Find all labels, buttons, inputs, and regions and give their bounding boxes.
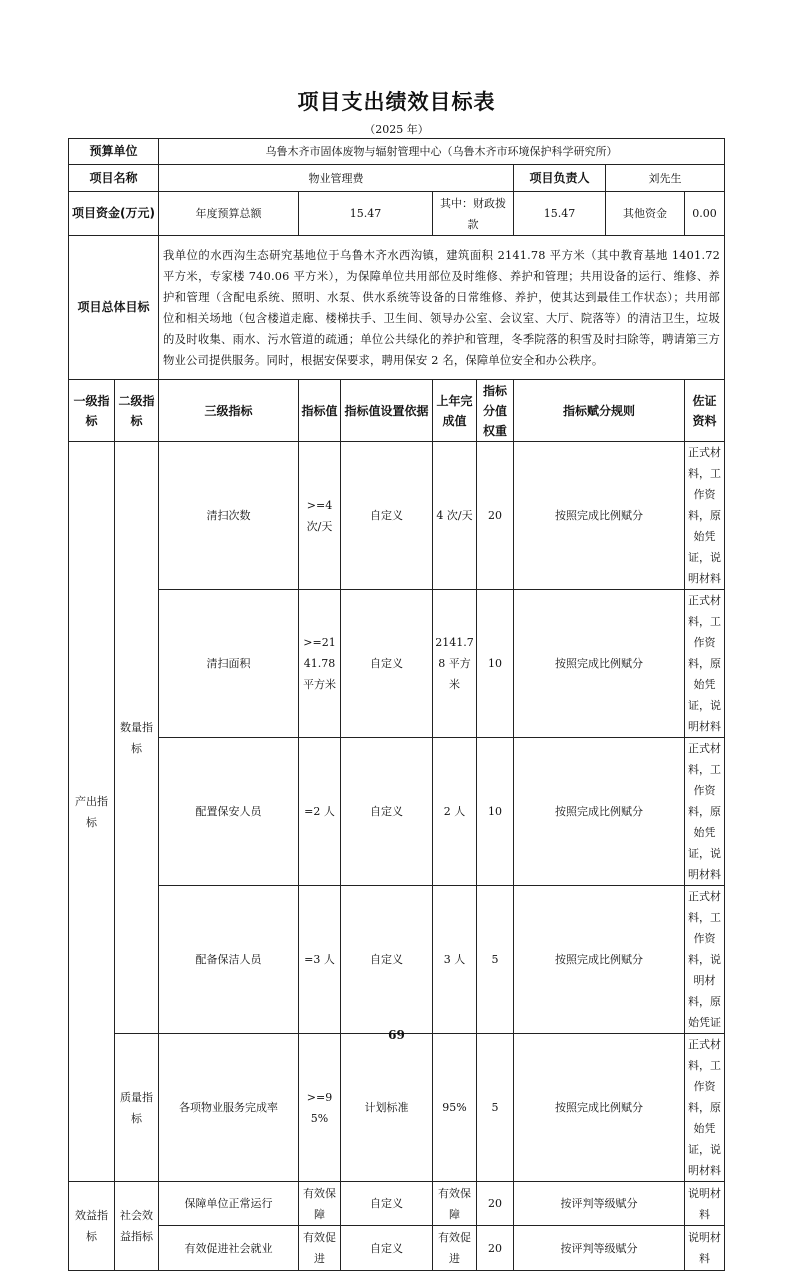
budget-unit-value: 乌鲁木齐市固体废物与辐射管理中心（乌鲁木齐市环境保护科学研究所） [159,139,725,165]
indicator-rule: 按照完成比例赋分 [514,738,685,886]
indicator-last: 95% [433,1034,477,1182]
indicator-name: 保障单位正常运行 [159,1182,299,1226]
indicator-evidence: 正式材料，工作资料，原始凭证，说明材料 [685,590,725,738]
group-quality: 质量指标 [115,1034,159,1182]
indicator-last: 3 人 [433,886,477,1034]
indicator-weight: 20 [477,1182,514,1226]
table-row [69,886,725,1034]
indicator-evidence: 说明材料 [685,1226,725,1271]
indicator-evidence: 正式材料，工作资料，原始凭证，说明材料 [685,738,725,886]
table-row [69,738,725,886]
indicator-weight: 10 [477,738,514,886]
budget-unit-label: 预算单位 [69,139,159,165]
indicator-last: 有效保障 [433,1182,477,1226]
page-number: 69 [388,1028,405,1042]
header-level2: 二级指标 [115,380,159,442]
indicator-basis: 自定义 [341,442,433,590]
indicator-name: 清扫次数 [159,442,299,590]
indicator-basis: 自定义 [341,1226,433,1271]
group-social: 社会效益指标 [115,1182,159,1271]
indicator-rule: 按评判等级赋分 [514,1226,685,1271]
indicator-header-row [69,380,725,442]
other-funds-label: 其他资金 [606,192,685,236]
indicator-basis: 自定义 [341,590,433,738]
header-rule: 指标赋分规则 [514,380,685,442]
manager-value: 刘先生 [606,165,725,192]
table-row [69,1226,725,1271]
group-benefit: 效益指标 [69,1182,115,1271]
header-level3: 三级指标 [159,380,299,442]
indicator-last: 2141.78 平方米 [433,590,477,738]
indicator-value: 有效促进 [299,1226,341,1271]
budget-unit-row [69,139,725,165]
table-row [69,442,725,590]
indicator-basis: 自定义 [341,738,433,886]
header-evidence: 佐证资料 [685,380,725,442]
annual-total-label: 年度预算总额 [159,192,299,236]
fiscal-label: 其中：财政拨款 [433,192,514,236]
goal-row [69,236,725,380]
funds-row [69,192,725,236]
table-row [69,1182,725,1226]
project-name-label: 项目名称 [69,165,159,192]
indicator-basis: 计划标准 [341,1034,433,1182]
fiscal-value: 15.47 [514,192,606,236]
page-title: 项目支出绩效目标表 [297,90,496,114]
table-row [69,590,725,738]
group-quantity: 数量指标 [115,442,159,1034]
header-weight: 指标分值权重 [477,380,514,442]
indicator-value: =2 人 [299,738,341,886]
goal-label: 项目总体目标 [69,236,159,380]
header-basis: 指标值设置依据 [341,380,433,442]
indicator-name: 配备保洁人员 [159,886,299,1034]
indicator-rule: 按照完成比例赋分 [514,590,685,738]
funds-label: 项目资金(万元) [69,192,159,236]
indicator-evidence: 正式材料，工作资料，原始凭证，说明材料 [685,1034,725,1182]
indicator-basis: 自定义 [341,1182,433,1226]
indicator-evidence: 正式材料，工作资料，原始凭证，说明材料 [685,442,725,590]
project-name-row [69,165,725,192]
indicator-evidence: 正式材料，工作资料，说明材料，原始凭证 [685,886,725,1034]
indicator-value: >=2141.78 平方米 [299,590,341,738]
header-level1: 一级指标 [69,380,115,442]
indicator-value: >=95% [299,1034,341,1182]
goal-text: 我单位的水西沟生态研究基地位于乌鲁木齐水西沟镇，建筑面积 2141.78 平方米（其中教育基地 1401.72 平方米，专家楼 740.06 平方米），为保障单位共用部位及时维修、养护和管理；共用设备的运行、维修、养护和管理（含配电系统、照明、水泵、供水系统等设备的日常维修、养护，使其达到最佳工作状态）；共用部位和相关场地（包含楼道走廊、楼梯扶手、卫生间、领导办公室、会议室、大厅、院落等）的清洁卫生，垃圾的及时收集、雨水、污水管道的疏通；单位公共绿化的养护和管理，冬季院落的积雪及时扫除等，聘请第三方物业公司提供服务。同时，根据安保要求，聘用保安 2 名，保障单位安全和办公秩序。 [159,236,725,380]
indicator-value: 有效保障 [299,1182,341,1226]
indicator-rule: 按评判等级赋分 [514,1182,685,1226]
indicator-name: 配置保安人员 [159,738,299,886]
indicator-rule: 按照完成比例赋分 [514,1034,685,1182]
indicator-evidence: 说明材料 [685,1182,725,1226]
group-output: 产出指标 [69,442,115,1182]
indicator-value: =3 人 [299,886,341,1034]
indicator-last: 有效促进 [433,1226,477,1271]
year-label: （2025 年） [364,123,429,136]
indicator-value: >=4 次/天 [299,442,341,590]
indicator-rule: 按照完成比例赋分 [514,442,685,590]
other-funds-value: 0.00 [685,192,725,236]
table-row [69,1034,725,1182]
indicator-name: 各项物业服务完成率 [159,1034,299,1182]
indicator-name: 清扫面积 [159,590,299,738]
indicator-weight: 5 [477,886,514,1034]
project-name-value: 物业管理费 [159,165,514,192]
indicator-weight: 5 [477,1034,514,1182]
header-value: 指标值 [299,380,341,442]
indicator-basis: 自定义 [341,886,433,1034]
indicator-weight: 20 [477,1226,514,1271]
indicator-weight: 20 [477,442,514,590]
header-last-year: 上年完成值 [433,380,477,442]
indicator-weight: 10 [477,590,514,738]
performance-table [68,138,725,1271]
indicator-name: 有效促进社会就业 [159,1226,299,1271]
manager-label: 项目负责人 [514,165,606,192]
indicator-last: 4 次/天 [433,442,477,590]
annual-total-value: 15.47 [299,192,433,236]
indicator-rule: 按照完成比例赋分 [514,886,685,1034]
indicator-last: 2 人 [433,738,477,886]
